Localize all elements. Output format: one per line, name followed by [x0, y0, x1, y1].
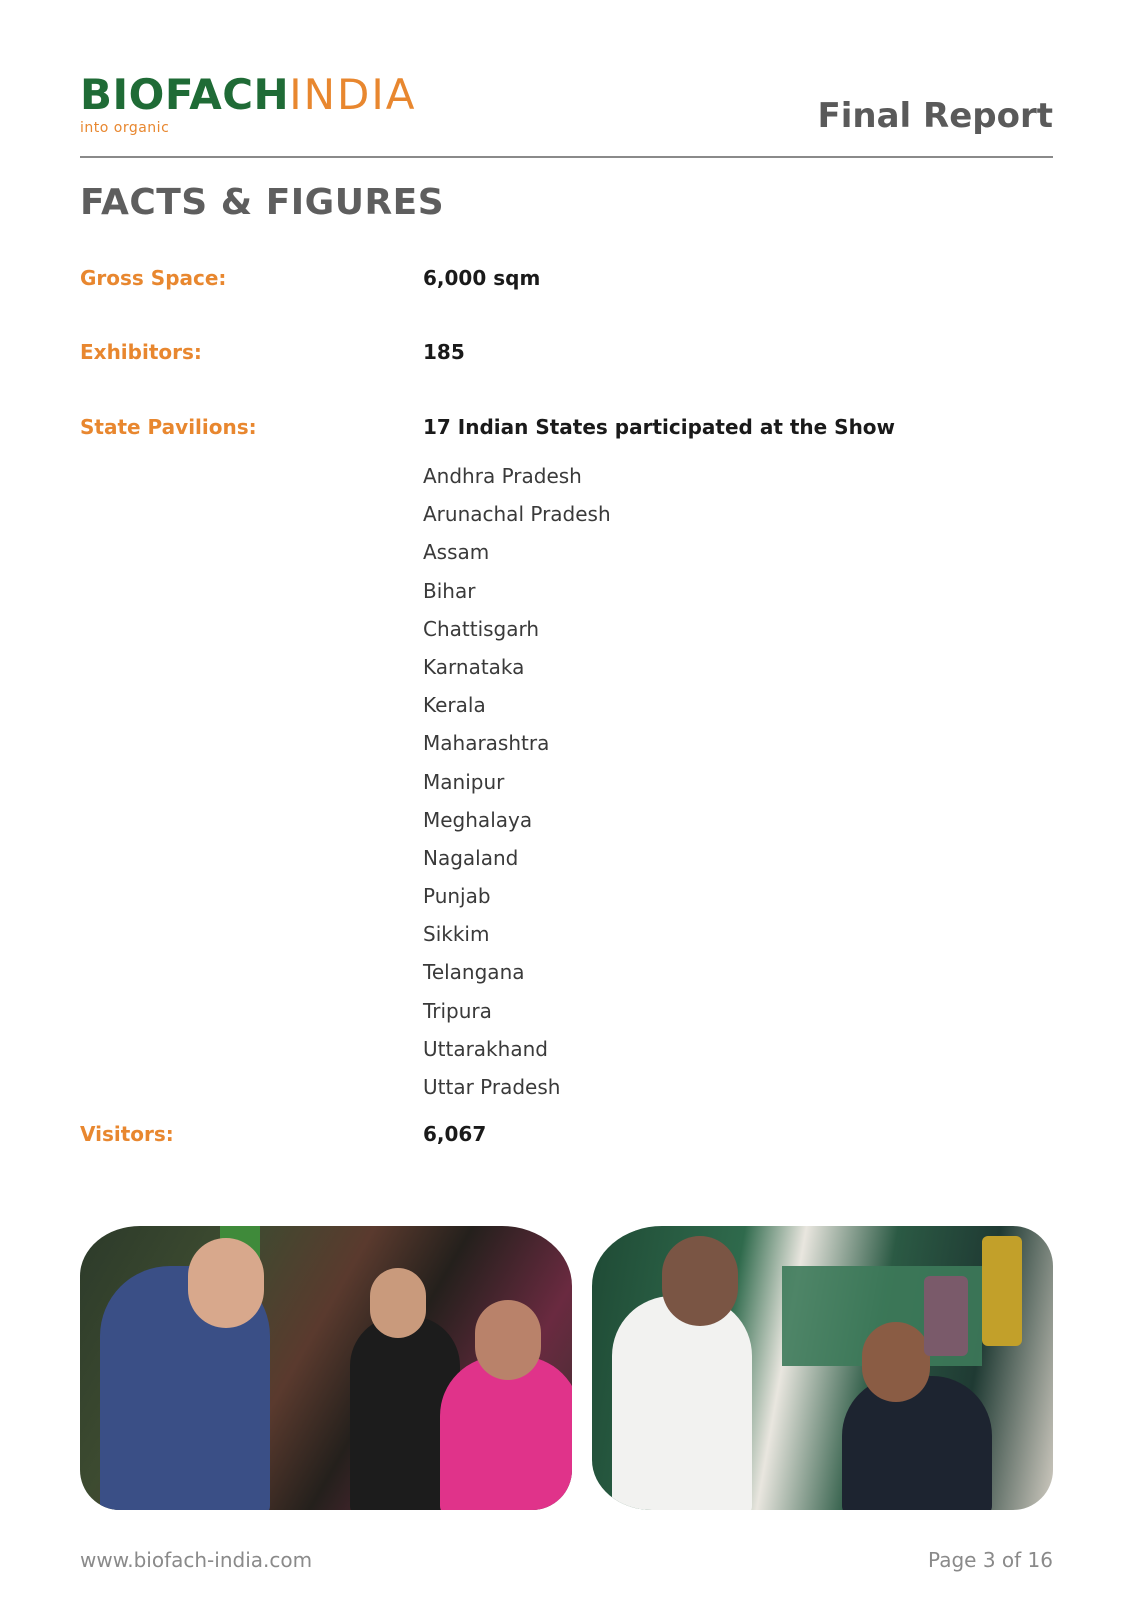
footer-page-number: Page 3 of 16 — [928, 1548, 1053, 1572]
event-photo-left — [80, 1226, 572, 1510]
report-title: Final Report — [817, 96, 1053, 136]
state-item: Nagaland — [423, 845, 519, 870]
state-list — [423, 457, 611, 1106]
state-pavilions-label: State Pavilions: — [80, 415, 257, 439]
state-item: Andhra Pradesh — [423, 464, 582, 488]
state-item: Assam — [423, 540, 490, 565]
state-item: Uttar Pradesh — [423, 1075, 561, 1099]
biofach-india-logo — [80, 70, 417, 136]
logo-wordmark — [80, 70, 417, 119]
state-item: Meghalaya — [423, 807, 533, 832]
event-photo-right — [592, 1226, 1053, 1510]
gross-space-label: Gross Space: — [80, 266, 227, 290]
state-item: Uttarakhand — [423, 1036, 548, 1061]
state-item: Arunachal Pradesh — [423, 502, 611, 527]
header-divider — [80, 156, 1053, 158]
logo-brand: BIOFACH — [80, 70, 290, 119]
section-title: FACTS & FIGURES — [80, 182, 445, 223]
state-item: Kerala — [423, 693, 486, 718]
state-item: Sikkim — [423, 922, 490, 947]
logo-region: INDIA — [289, 70, 417, 119]
state-item: Bihar — [423, 578, 476, 603]
state-item: Punjab — [423, 884, 491, 909]
state-pavilions-summary: 17 Indian States participated at the Show — [423, 415, 896, 439]
state-item: Maharashtra — [423, 731, 550, 756]
visitors-value: 6,067 — [423, 1122, 487, 1146]
state-item: Chattisgarh — [423, 616, 540, 641]
exhibitors-value: 185 — [423, 340, 465, 364]
logo-tagline: into organic — [80, 120, 170, 136]
state-item: Karnataka — [423, 654, 525, 679]
state-item: Tripura — [423, 998, 492, 1023]
visitors-label: Visitors: — [80, 1122, 174, 1146]
exhibitors-label: Exhibitors: — [80, 340, 202, 364]
state-item: Manipur — [423, 769, 505, 794]
gross-space-value: 6,000 sqm — [423, 266, 541, 290]
footer-website-url: www.biofach-india.com — [80, 1548, 313, 1572]
state-item: Telangana — [423, 960, 525, 985]
